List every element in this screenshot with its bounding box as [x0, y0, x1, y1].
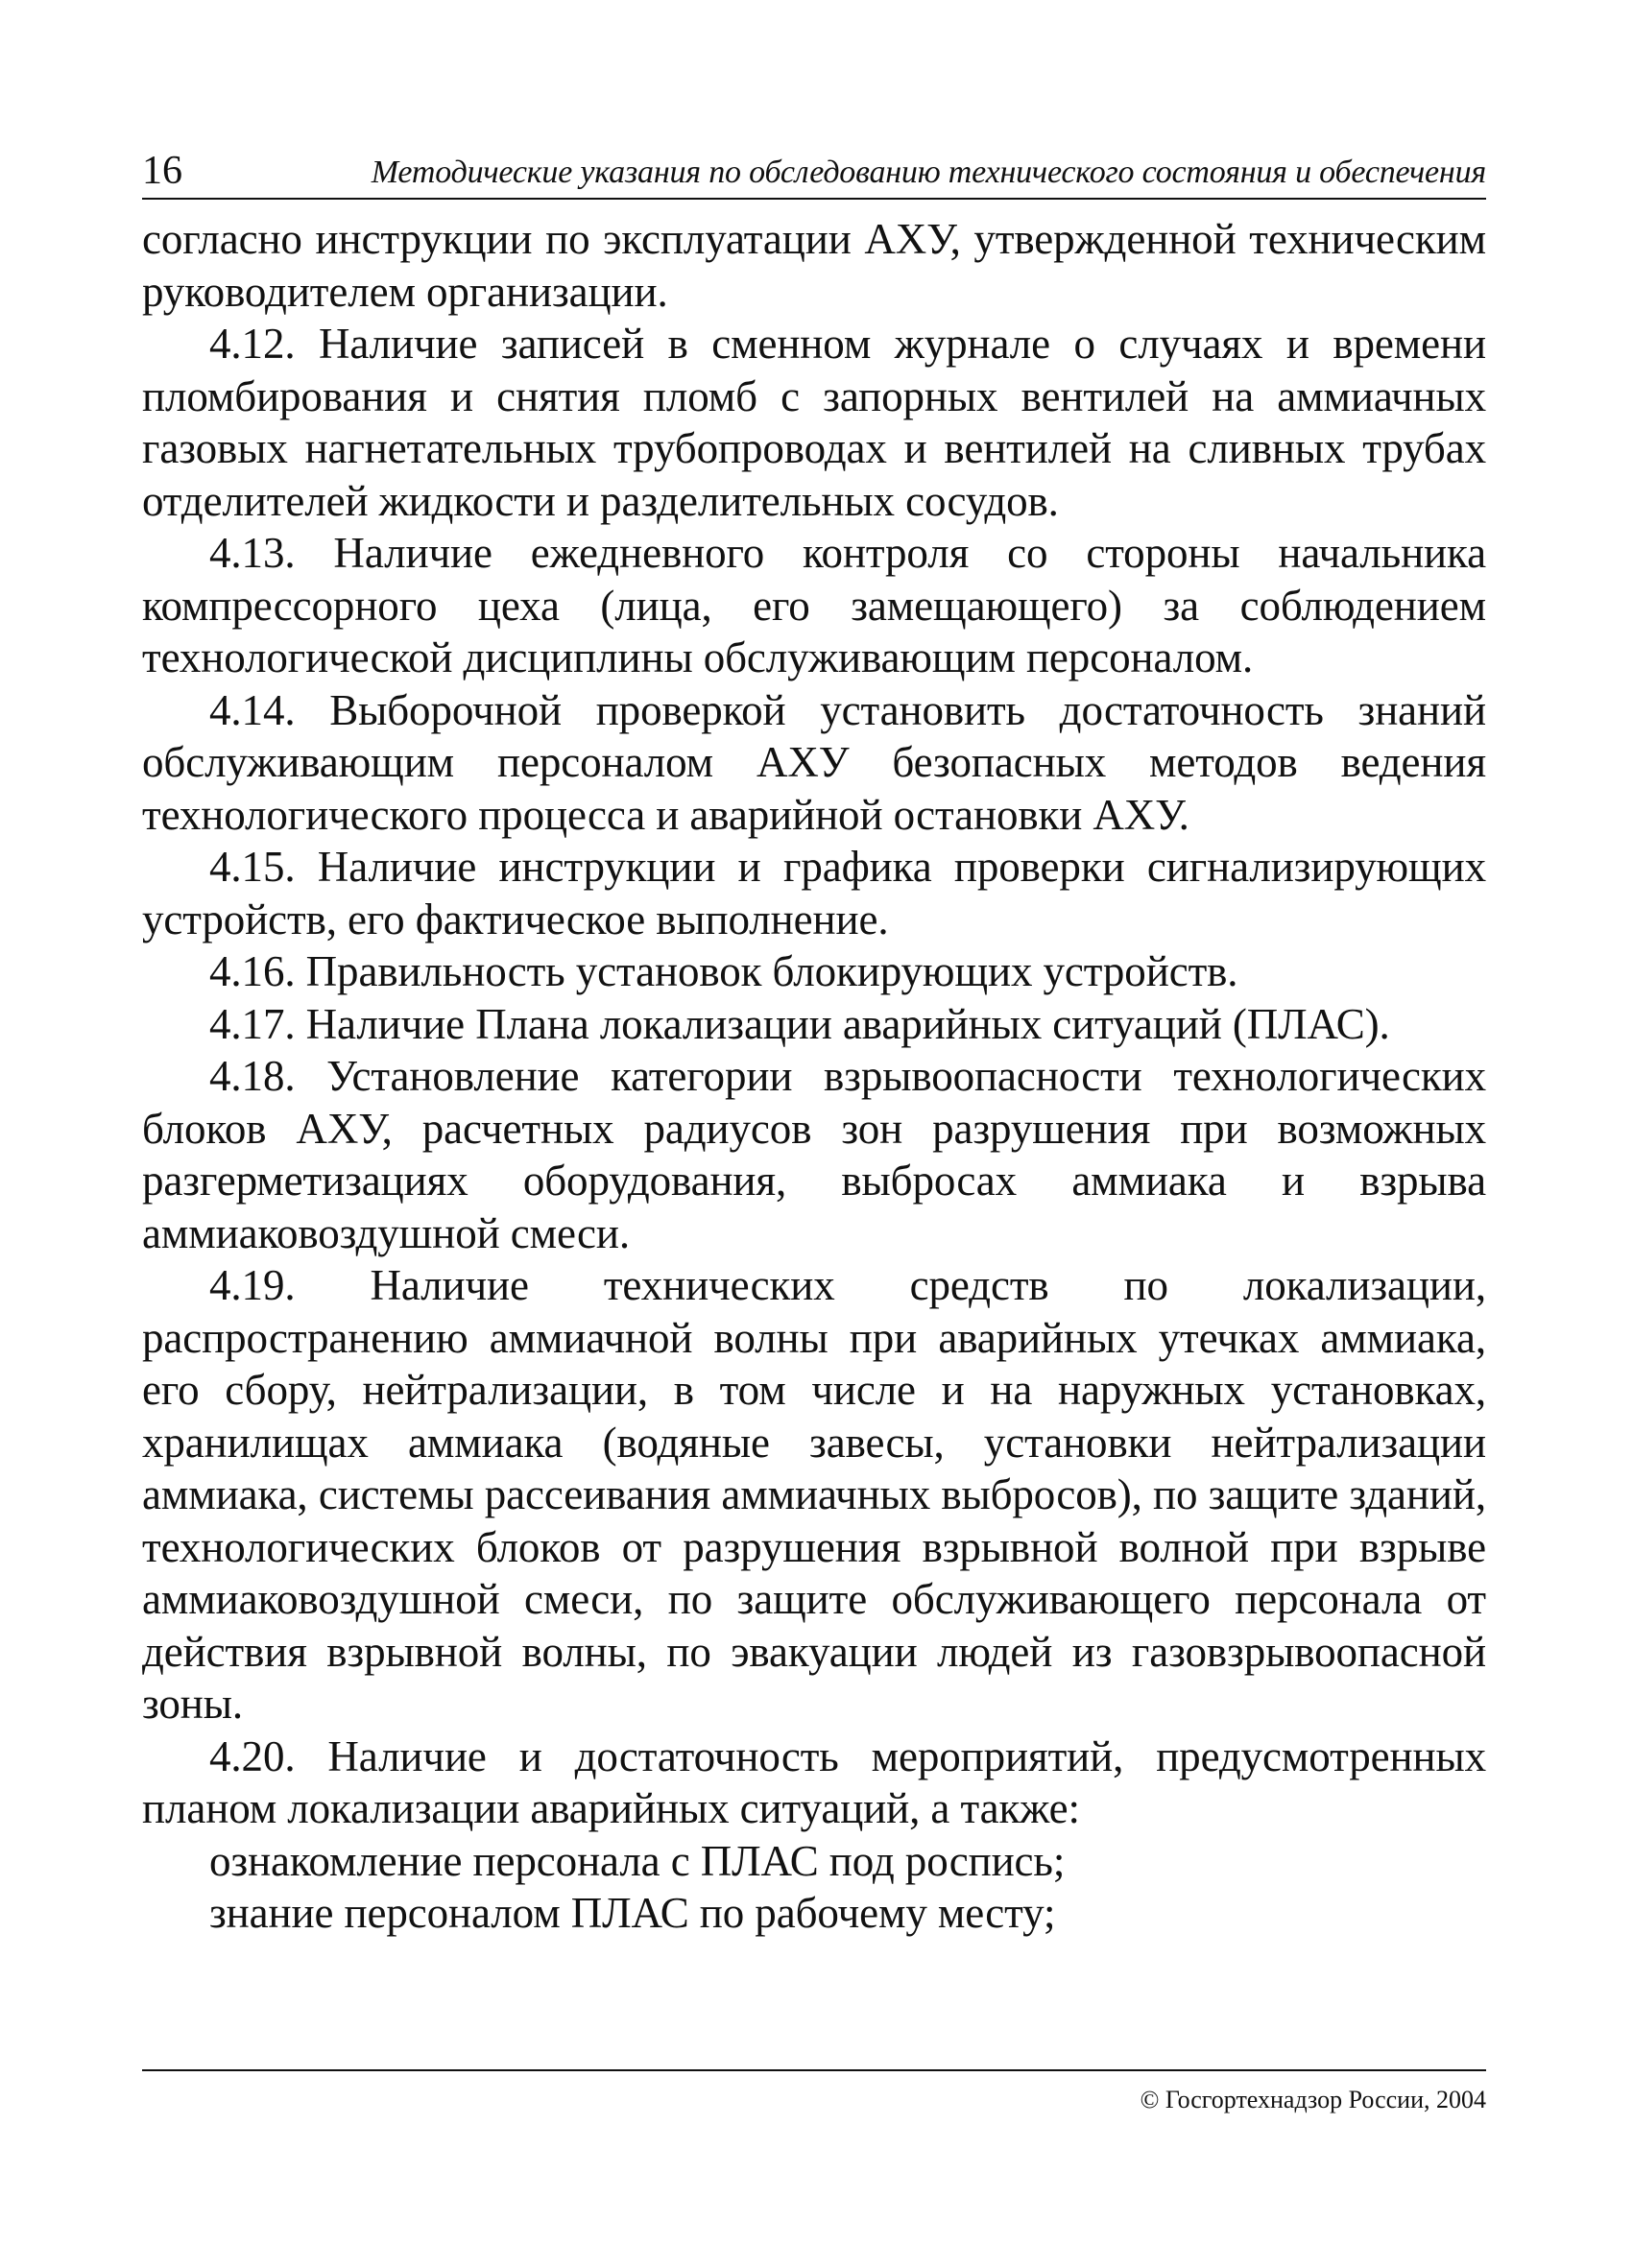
list-item: знание персоналом ПЛАС по рабочему месту;	[209, 1889, 1056, 1937]
paragraph-4-16: 4.16. Правильность установок блокирующих устройств.	[209, 947, 1238, 995]
running-title: Методические указания по обследованию технического состояния и обеспечения	[371, 155, 1486, 190]
paragraph-4-14: 4.14. Выборочной проверкой установить достаточность знаний обслуживающим персоналом АХУ безопасных методов ведения технологического процесса и аварийной остановки АХУ.	[142, 685, 1486, 839]
body-text	[142, 213, 1486, 1940]
paragraph-4-15: 4.15. Наличие инструкции и графика проверки сигнализирующих устройств, его фактическое выполнение.	[142, 843, 1486, 943]
footer-divider	[142, 2069, 1486, 2071]
paragraph-4-18: 4.18. Установление категории взрывоопасности технологических блоков АХУ, расчетных радиусов зон разрушения при возможных разгерметизациях оборудования, выбросах аммиака и взрыва аммиаковоздушной смеси.	[142, 1052, 1486, 1257]
paragraph-4-12: 4.12. Наличие записей в сменном журнале о случаях и времени пломбирования и снятия пломб с запорных вентилей на аммиачных газовых нагнетательных трубопроводах и вентилей на сливных трубах отделителей жидкости и разделительных сосудов.	[142, 320, 1486, 525]
paragraph: согласно инструкции по эксплуатации АХУ, утвержденной техническим руководителем организации.	[142, 215, 1486, 316]
copyright-notice: © Госгортехнадзор России, 2004	[1140, 2086, 1486, 2113]
list-item: ознакомление персонала с ПЛАС под роспись;	[209, 1836, 1066, 1885]
running-header	[142, 144, 1486, 200]
paragraph-4-20: 4.20. Наличие и достаточность мероприятий, предусмотренных планом локализации аварийных ситуаций, а также:	[142, 1731, 1486, 1832]
page-number: 16	[142, 149, 182, 193]
paragraph-4-19: 4.19. Наличие технических средств по локализации, распространению аммиачной волны при аварийных утечках аммиака, его сбору, нейтрализации, в том числе и на наружных установках, хранилищах аммиака (водяные завесы, установки нейтрализации аммиака, системы рассеивания аммиачных выбросов), по защите зданий, технологических блоков от разрушения взрывной волной при взрыве аммиаковоздушной смеси, по защите обслуживающего персонала от действия взрывной волны, по эвакуации людей из газовзрывоопасной зоны.	[142, 1261, 1486, 1728]
paragraph-4-13: 4.13. Наличие ежедневного контроля со стороны начальника компрессорного цеха (лица, его замещающего) за соблюдением технологической дисциплины обслуживающим персоналом.	[142, 529, 1486, 681]
paragraph-4-17: 4.17. Наличие Плана локализации аварийных ситуаций (ПЛАС).	[209, 999, 1390, 1048]
